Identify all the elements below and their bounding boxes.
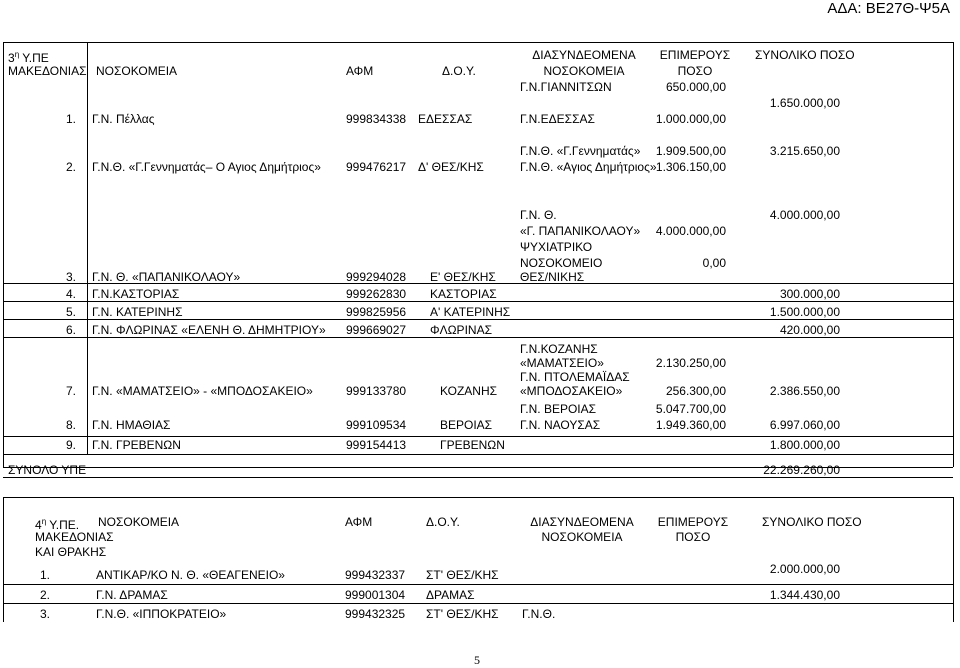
- page-number: 5: [474, 653, 480, 667]
- hospital-name: Γ.Ν.ΚΑΣΤΟΡΙΑΣ: [92, 287, 180, 301]
- ada-code: ΑΔΑ: ΒΕ27Θ-Ψ5Α: [827, 0, 950, 17]
- afm-value: 999133780: [346, 384, 407, 398]
- header-split-2: ΠΟΣΟ: [675, 530, 711, 544]
- doy-value: ΒΕΡΟΙΑΣ: [440, 418, 493, 432]
- doy-value: Ε' ΘΕΣ/ΚΗΣ: [430, 270, 496, 284]
- table3-row-line: [3, 319, 953, 320]
- afm-value: 999262830: [346, 287, 407, 301]
- doy-value: ΔΡΑΜΑΣ: [426, 588, 475, 602]
- table3-row-line: [3, 301, 953, 302]
- table4-right-border: [953, 497, 954, 622]
- hospital-name: Γ.Ν.Θ. «ΙΠΠΟΚΡΑΤΕΙΟ»: [96, 607, 227, 621]
- linked-hospital: Γ.Ν. ΒΕΡΟΙΑΣ: [520, 402, 597, 416]
- split-amount: 256.300,00: [665, 384, 726, 398]
- total-amount: 3.215.650,00: [769, 144, 840, 158]
- linked-hospital: «ΜΠΟΔΟΣΑΚΕΙΟ»: [520, 384, 623, 398]
- doy-value: ΣΤ' ΘΕΣ/ΚΗΣ: [426, 568, 499, 582]
- split-amount: 1.000.000,00: [655, 112, 726, 126]
- hospital-name: Γ.Ν.Θ. «Γ.Γεννηματάς– Ο Αγιος Δημήτριος»: [92, 160, 321, 174]
- row-num: 3.: [40, 607, 51, 621]
- table4-row-line: [3, 603, 953, 604]
- afm-value: 999432325: [345, 607, 406, 621]
- region-label-line2: ΜΑΚΕΔΟΝΙΑΣ: [35, 530, 114, 544]
- hospital-name: Γ.Ν. Πέλλας: [92, 112, 155, 126]
- total-amount: 4.000.000,00: [769, 208, 840, 222]
- header-linked-2: ΝΟΣΟΚΟΜΕΙΑ: [543, 64, 625, 78]
- hospital-name: ΑΝΤΙΚΑΡ/ΚΟ Ν. Θ. «ΘΕΑΓΕΝΕΙΟ»: [96, 568, 285, 582]
- table4-row-line: [3, 584, 953, 585]
- table3-col-divider: [87, 42, 88, 454]
- afm-value: 999834338: [346, 112, 407, 126]
- sum-label: ΣΥΝΟΛΟ ΥΠΕ: [8, 463, 87, 477]
- hospital-name: Γ.Ν. ΚΑΤΕΡΙΝΗΣ: [92, 305, 183, 319]
- header-total: ΣΥΝΟΛΙΚΟ ΠΟΣΟ: [762, 515, 862, 529]
- sum-row-border: [3, 477, 953, 478]
- doy-value: ΚΑΣΤΟΡΙΑΣ: [430, 287, 497, 301]
- afm-value: 999476217: [346, 160, 407, 174]
- doy-value: Δ' ΘΕΣ/ΚΗΣ: [418, 160, 484, 174]
- hospital-name: Γ.Ν. ΓΡΕΒΕΝΩΝ: [92, 438, 181, 452]
- sum-value: 22.269.260,00: [763, 463, 840, 477]
- hospital-name: Γ.Ν. Θ. «ΠΑΠΑΝΙΚΟΛΑΟΥ»: [92, 270, 241, 284]
- split-amount: 2.130.250,00: [655, 356, 726, 370]
- split-amount: 4.000.000,00: [655, 224, 726, 238]
- header-linked-1: ΔΙΑΣΥΝΔΕΟΜΕΝΑ: [532, 48, 636, 62]
- afm-value: 999669027: [346, 323, 407, 337]
- linked-hospital: Γ.Ν. Θ.: [520, 208, 557, 222]
- linked-hospital: Γ.Ν. ΠΤΟΛΕΜΑΪΔΑΣ: [520, 370, 630, 384]
- header-linked-2: ΝΟΣΟΚΟΜΕΙΑ: [541, 530, 623, 544]
- total-amount: 300.000,00: [779, 287, 840, 301]
- row-num: 5.: [66, 305, 77, 319]
- region-label: $3^\eta$ Υ.ΠΕ: [8, 50, 49, 65]
- row-num: 1.: [66, 112, 77, 126]
- table3-row-line: [3, 337, 953, 338]
- header-doy: Δ.Ο.Υ.: [442, 64, 476, 78]
- header-linked-1: ΔΙΑΣΥΝΔΕΟΜΕΝΑ: [530, 515, 634, 529]
- doy-value: ΦΛΩΡΙΝΑΣ: [430, 323, 492, 337]
- row-num: 7.: [66, 384, 77, 398]
- afm-value: 999154413: [346, 438, 407, 452]
- linked-hospital: Γ.Ν. ΝΑΟΥΣΑΣ: [520, 418, 601, 432]
- linked-hospital: «Γ. ΠΑΠΑΝΙΚΟΛΑΟΥ»: [520, 224, 641, 238]
- afm-value: 999825956: [346, 305, 407, 319]
- doy-value: ΓΡΕΒΕΝΩΝ: [440, 438, 505, 452]
- doy-value: ΚΟΖΑΝΗΣ: [440, 384, 498, 398]
- split-amount: 5.047.700,00: [655, 402, 726, 416]
- header-hospitals: ΝΟΣΟΚΟΜΕΙΑ: [96, 64, 178, 78]
- header-split-1: ΕΠΙΜΕΡΟΥΣ: [659, 48, 731, 62]
- hospital-name: Γ.Ν. ΔΡΑΜΑΣ: [96, 588, 168, 602]
- table3-left-border: [3, 42, 4, 467]
- linked-hospital: Γ.Ν.Θ.: [522, 607, 556, 621]
- afm-value: 999432337: [345, 568, 406, 582]
- total-amount: 1.650.000,00: [769, 96, 840, 110]
- linked-hospital: ΨΥΧΙΑΤΡΙΚΟ: [520, 240, 593, 254]
- row-num: 2.: [66, 160, 77, 174]
- table4-top-border: [3, 497, 953, 498]
- linked-hospital: Γ.Ν.ΓΙΑΝΝΙΤΣΩΝ: [520, 80, 612, 94]
- linked-hospital: «ΜΑΜΑΤΣΕΙΟ»: [520, 356, 604, 370]
- afm-value: 999109534: [346, 418, 407, 432]
- hospital-name: Γ.Ν. ΗΜΑΘΙΑΣ: [92, 418, 171, 432]
- header-afm: ΑΦΜ: [346, 64, 374, 78]
- header-split-1: ΕΠΙΜΕΡΟΥΣ: [657, 515, 729, 529]
- header-afm: ΑΦΜ: [345, 515, 373, 529]
- split-amount: 650.000,00: [665, 80, 726, 94]
- total-amount: 2.386.550,00: [769, 384, 840, 398]
- row-num: 6.: [66, 323, 77, 337]
- header-split-2: ΠΟΣΟ: [677, 64, 713, 78]
- split-amount: 1.306.150,00: [655, 160, 726, 174]
- region-label-line3: ΚΑΙ ΘΡΑΚΗΣ: [35, 545, 107, 559]
- table3-top-border: [3, 42, 953, 43]
- row-num: 1.: [40, 568, 51, 582]
- split-amount: 0,00: [702, 256, 726, 270]
- table3-row-line: [3, 454, 953, 455]
- total-amount: 1.800.000,00: [769, 438, 840, 452]
- row-num: 9.: [66, 438, 77, 452]
- row-num: 2.: [40, 588, 51, 602]
- table3-right-border: [953, 42, 954, 467]
- header-total: ΣΥΝΟΛΙΚΟ ΠΟΣΟ: [755, 48, 855, 62]
- linked-hospital: Γ.Ν.Θ. «Αγιος Δημήτριος»: [520, 160, 657, 174]
- region-label-line2: ΜΑΚΕΔΟΝΙΑΣ: [8, 64, 87, 78]
- region-label: $4^\eta$ Υ.ΠΕ.: [35, 517, 80, 532]
- hospital-name: Γ.Ν. ΦΛΩΡΙΝΑΣ «ΕΛΕΝΗ Θ. ΔΗΜΗΤΡΙΟΥ»: [92, 323, 326, 337]
- doy-value: ΕΔΕΣΣΑΣ: [418, 112, 473, 126]
- total-amount: 6.997.060,00: [769, 418, 840, 432]
- afm-value: 999294028: [346, 270, 407, 284]
- linked-hospital: ΝΟΣΟΚΟΜΕΙΟ: [520, 256, 603, 270]
- doy-value: Α' ΚΑΤΕΡΙΝΗΣ: [430, 305, 511, 319]
- linked-hospital: Γ.Ν.Θ. «Γ.Γεννηματάς»: [520, 144, 641, 158]
- hospital-name: Γ.Ν. «ΜΑΜΑΤΣΕΙΟ» - «ΜΠΟΔΟΣΑΚΕΙΟ»: [92, 384, 313, 398]
- doy-value: ΣΤ' ΘΕΣ/ΚΗΣ: [426, 607, 499, 621]
- total-amount: 1.500.000,00: [769, 305, 840, 319]
- linked-hospital: ΘΕΣ/ΝΙΚΗΣ: [520, 270, 585, 284]
- header-doy: Δ.Ο.Υ.: [426, 515, 460, 529]
- header-hospitals: ΝΟΣΟΚΟΜΕΙΑ: [98, 515, 180, 529]
- total-amount: 2.000.000,00: [769, 562, 840, 576]
- row-num: 3.: [66, 270, 77, 284]
- linked-hospital: Γ.Ν.ΚΟΖΑΝΗΣ: [520, 342, 598, 356]
- row-num: 8.: [66, 418, 77, 432]
- row-num: 4.: [66, 287, 77, 301]
- total-amount: 420.000,00: [779, 323, 840, 337]
- afm-value: 999001304: [345, 588, 406, 602]
- total-amount: 1.344.430,00: [769, 588, 840, 602]
- split-amount: 1.909.500,00: [655, 144, 726, 158]
- linked-hospital: Γ.Ν.ΕΔΕΣΣΑΣ: [520, 112, 595, 126]
- table3-row-line: [3, 436, 953, 437]
- split-amount: 1.949.360,00: [655, 418, 726, 432]
